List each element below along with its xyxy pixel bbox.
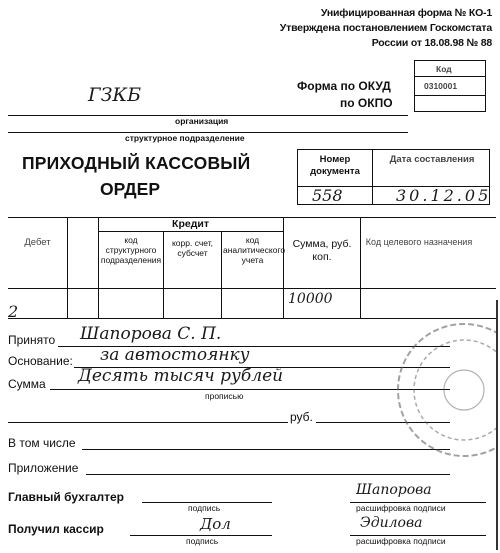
doc-number-header: Номер документа	[310, 154, 360, 177]
approval-line: Утверждена постановлением Госкомстата	[279, 22, 492, 34]
code-box-divider	[414, 76, 486, 77]
doc-number-value: 558	[312, 186, 343, 205]
doc-date-value: 30.12.05	[396, 186, 492, 205]
title-line-2: ОРДЕР	[100, 179, 160, 199]
including-label: В том числе	[8, 436, 76, 450]
col-sum-header: Сумма, руб. коп.	[292, 238, 352, 263]
credit-header: Кредит	[172, 218, 209, 230]
okud-value: 0310001	[424, 81, 458, 91]
doc-table-divider	[372, 149, 373, 205]
cashier-label: Получил кассир	[8, 522, 104, 536]
col-divider-5	[283, 217, 284, 318]
col-struct-header: код структурного подразделения	[100, 235, 162, 265]
cashier-name: Эдилова	[360, 515, 423, 531]
credit-subheader-line	[98, 231, 283, 232]
col-divider-4	[221, 231, 222, 318]
attachment-label: Приложение	[8, 461, 79, 475]
organization-value: ГЗКБ	[88, 84, 142, 106]
accountant-decoding-caption: расшифровка подписи	[356, 503, 446, 513]
debit-header: Дебет	[24, 237, 51, 248]
approval-date-line: России от 18.08.98 № 88	[371, 37, 492, 49]
amount-line-2	[8, 422, 288, 423]
col-divider-1	[67, 217, 68, 318]
cashier-decoding-caption: расшифровка подписи	[356, 536, 446, 546]
code-label: Код	[436, 64, 452, 74]
amount-line	[50, 389, 450, 390]
main-table-header-bottom	[8, 288, 496, 289]
okpo-label: по ОКПО	[340, 96, 393, 110]
title-line-1: ПРИХОДНЫЙ КАССОВЫЙ	[22, 153, 251, 173]
rub-label: руб.	[290, 410, 313, 424]
col-purpose-header: Код целевого назначения	[365, 237, 473, 247]
received-value: Шапорова С. П.	[80, 324, 222, 344]
tear-edge	[496, 300, 498, 550]
subdivision-caption: структурное подразделение	[125, 133, 245, 143]
col-analit-header: код аналитического учета	[223, 235, 286, 265]
doc-date-header: Дата составления	[389, 154, 475, 165]
cashier-signature: Дол	[200, 515, 231, 533]
col-divider-3	[163, 231, 164, 318]
amount-label: Сумма	[8, 377, 46, 391]
accountant-label: Главный бухгалтер	[8, 490, 125, 504]
amount-caption: прописью	[205, 391, 244, 401]
organization-caption: организация	[175, 116, 229, 126]
sum-value: 10000	[288, 291, 333, 307]
okud-label: Форма по ОКУД	[297, 79, 391, 93]
main-table-top	[8, 217, 496, 218]
debit-mark: 2	[8, 302, 19, 321]
basis-label: Основание:	[8, 354, 73, 368]
accountant-name: Шапорова	[356, 482, 432, 498]
col-divider-2	[98, 217, 99, 318]
accountant-signature-caption: подпись	[188, 503, 221, 513]
amount-value: Десять тысяч рублей	[78, 366, 284, 386]
cashier-signature-caption: подпись	[186, 536, 219, 546]
col-corr-header: корр. счет, субсчет	[171, 238, 214, 258]
round-stamp	[392, 318, 498, 468]
col-divider-6	[360, 217, 361, 318]
attachment-line	[86, 474, 450, 475]
form-code-line: Унифицированная форма № КО-1	[320, 7, 492, 19]
code-box-divider-2	[414, 95, 486, 96]
basis-value: за автостоянку	[100, 345, 250, 365]
received-label: Принято	[8, 333, 56, 347]
